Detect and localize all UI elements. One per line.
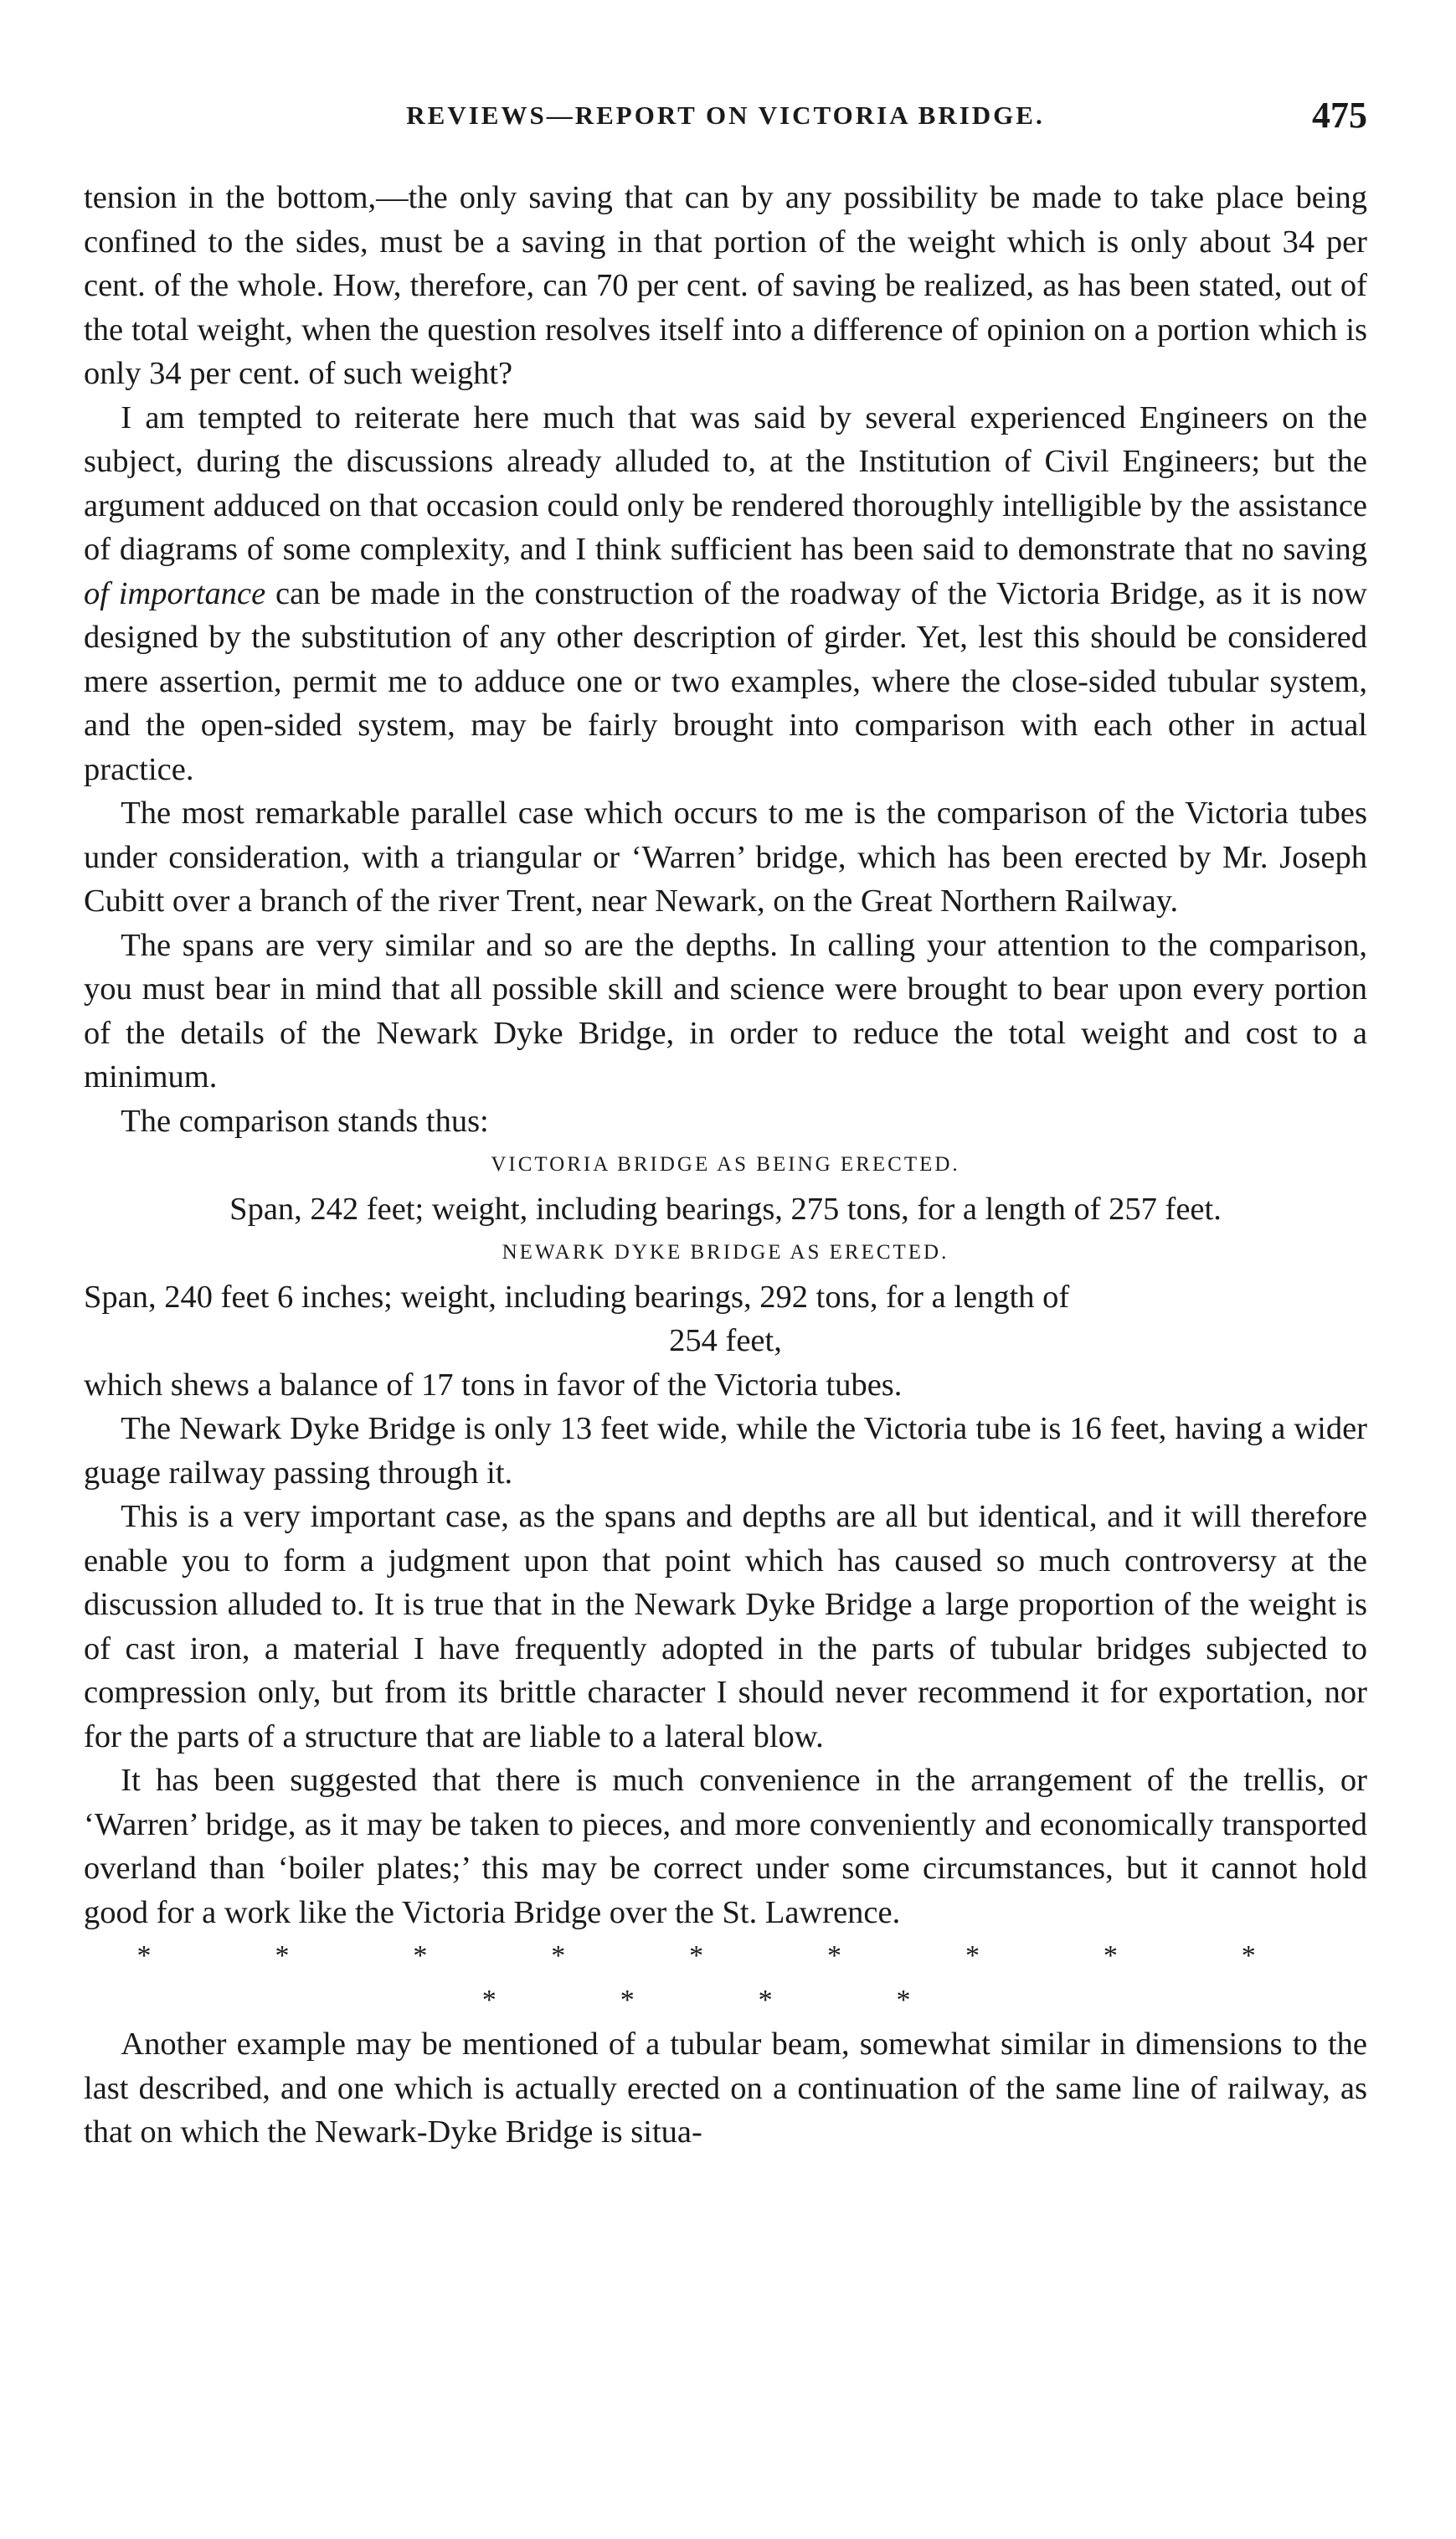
- page-number: 475: [1312, 95, 1367, 136]
- section-break-stars: * * * * * * * * * * * * *: [136, 1940, 1315, 2016]
- comparison-line-newark: Span, 240 feet 6 inches; weight, including bearings, 292 tons, for a length of: [84, 1279, 1070, 1315]
- paragraph-3: The most remarkable parallel case which occurs to me is the comparison of the Victoria tubes under consideration, with a triangular or ‘Warren’ bridge, which has been erected by Mr. Joseph Cubitt over a branch of the river Trent, near Newark, on the Great Northern Railway.: [84, 796, 1367, 919]
- paragraph-7: The Newark Dyke Bridge is only 13 feet wide, while the Victoria tube is 16 feet, having a wider guage railway passing through it.: [84, 1411, 1367, 1491]
- caption-newark-dyke-bridge: NEWARK DYKE BRIDGE AS ERECTED.: [502, 1241, 949, 1264]
- paragraph-2-emphasis: of importance: [84, 575, 266, 611]
- paragraph-5: The comparison stands thus:: [121, 1103, 489, 1139]
- caption-victoria-bridge: VICTORIA BRIDGE AS BEING ERECTED.: [491, 1153, 960, 1176]
- comparison-line-newark-length: 254 feet,: [669, 1323, 782, 1358]
- paragraph-4: The spans are very similar and so are the depths. In calling your attention to the comparison, you must bear in mind that all possible skill and science were brought to bear upon every portion of the details of the Newark Dyke Bridge, in order to reduce the total weight and cost to a minimum.: [84, 927, 1367, 1094]
- paragraph-2: [84, 396, 1367, 792]
- comparison-line-victoria: Span, 242 feet; weight, including bearings, 275 tons, for a length of 257 feet.: [229, 1191, 1222, 1227]
- paragraph-1: tension in the bottom,—the only saving that can by any possibility be made to take place being confined to the sides, must be a saving in that portion of the weight which is only about 34 per cent. of the whole. How, therefore, can 70 per cent. of saving be realized, as has been stated, out of the total weight, when the question resolves itself into a difference of opinion on a portion which is only 34 per cent. of such weight?: [84, 180, 1367, 391]
- running-title: REVIEWS—REPORT ON VICTORIA BRIDGE.: [406, 100, 1045, 130]
- paragraph-9: It has been suggested that there is much convenience in the arrangement of the trellis, or ‘Warren’ bridge, as it may be taken to pieces, and more conveniently and economically transported overland than ‘boiler plates;’ this may be correct under some circumstances, but it cannot hold good for a work like the Victoria Bridge over the St. Lawrence.: [84, 1763, 1367, 1930]
- body-text: [84, 176, 1367, 2155]
- paragraph-6: which shews a balance of 17 tons in favor of the Victoria tubes.: [84, 1367, 903, 1403]
- paragraph-2-part-b: can be made in the construction of the roadway of the Victoria Bridge, as it is now designed by the substitution of any other description of girder. Yet, lest this should be considered mere assertion, permit me to adduce one or two examples, where the close-sided tubular system, and the open-sided system, may be fairly brought into comparison with each other in actual practice.: [84, 575, 1367, 787]
- page-header: [84, 94, 1367, 144]
- paragraph-8: This is a very important case, as the spans and depths are all but identical, and it will therefore enable you to form a judgment upon that point which has caused so much controversy at the discussion alluded to. It is true that in the Newark Dyke Bridge a large proportion of the weight is of cast iron, a material I have frequently adopted in the parts of tubular bridges subjected to compression only, but from its brittle character I should never recommend it for exportation, nor for the parts of a structure that are liable to a lateral blow.: [84, 1499, 1367, 1754]
- paragraph-10: Another example may be mentioned of a tubular beam, somewhat similar in dimensions to the last described, and one which is actually erected on a continuation of the same line of railway, as that on which the Newark-Dyke Bridge is situa-: [84, 2027, 1367, 2150]
- paragraph-2-part-a: I am tempted to reiterate here much that was said by several experienced Engineers on the subject, during the discussions already alluded to, at the Institution of Civil Engineers; but the argument adduced on that occasion could only be rendered thoroughly intelligible by the assistance of diagrams of some complexity, and I think sufficient has been said to demonstrate that no saving: [84, 399, 1367, 567]
